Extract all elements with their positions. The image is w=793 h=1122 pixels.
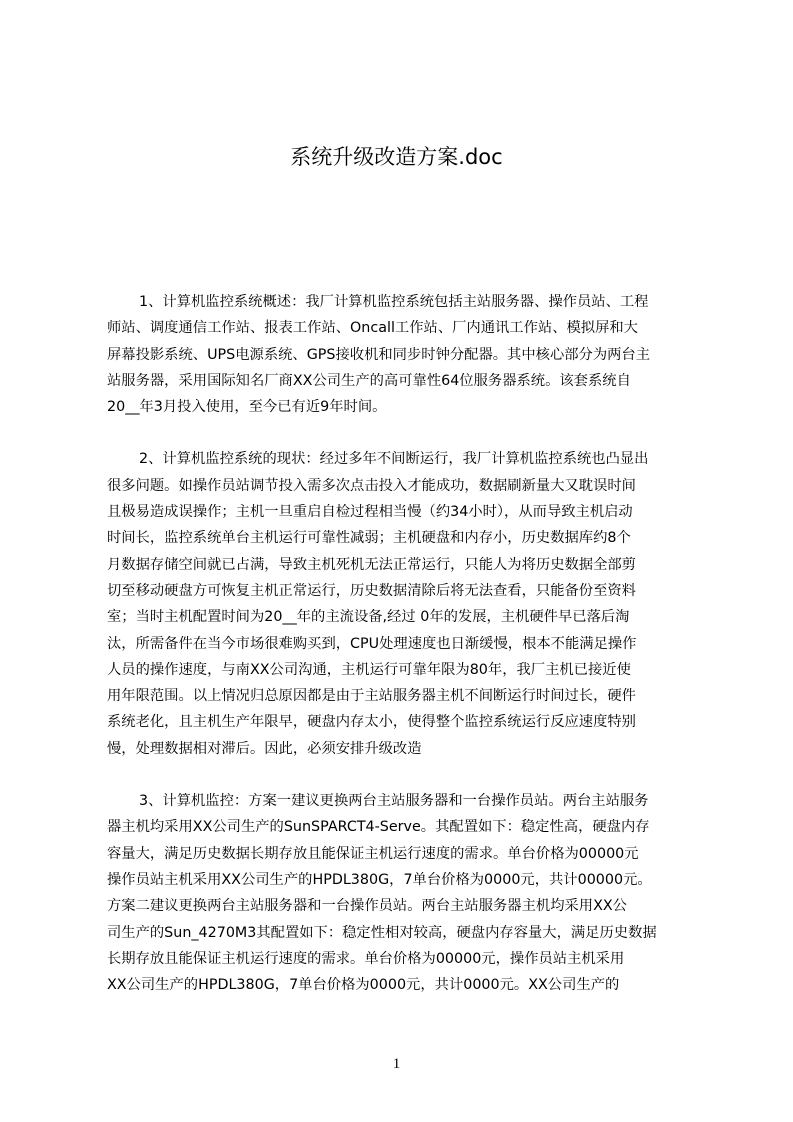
text-line: 汰，所需备件在当今市场很难购买到，CPU处理速度也日渐缓慢，根本不能满足操作 (107, 635, 637, 652)
paragraph-2-status (107, 446, 699, 762)
text-line: 站服务器，采用国际知名厂商XX公司生产的高可靠性64位服务器系统。该套系统自 (107, 372, 631, 389)
text-line: 器主机均采用XX公司生产的SunSPARCT4-Serve。其配置如下：稳定性高，硬盘内存 (107, 819, 650, 836)
text-line: 3、计算机监控：方案一建议更换两台主站服务器和一台操作员站。两台主站服务 (139, 793, 649, 810)
paragraph-3-plan (107, 788, 699, 998)
text-line: 长期存放且能保证主机运行速度的需求。单台价格为00000元，操作员站主机采用 (107, 950, 625, 967)
text-line: 室；当时主机配置时间为20__年的主流设备,经过 0年的发展，主机硬件早已落后淘 (107, 609, 630, 626)
text-line: 容量大，满足历史数据长期存放且能保证主机运行速度的需求。单台价格为00000元 (107, 845, 639, 862)
text-line: 用年限范围。以上情况归总原因都是由于主站服务器主机不间断运行时间过长，硬件 (107, 688, 636, 705)
paragraph-1-overview (107, 289, 699, 420)
text-line: 且极易造成误操作；主机一旦重启自检过程相当慢（约34小时），从而导致主机启动 (107, 504, 633, 521)
text-line: 慢，处理数据相对滞后。因此，必须安排升级改造 (107, 740, 422, 757)
text-line: 屏幕投影系统、UPS电源系统、GPS接收机和同步时钟分配器。其中核心部分为两台主 (107, 346, 651, 363)
text-line: 2、计算机监控系统的现状：经过多年不间断运行，我厂计算机监控系统也凸显出 (139, 451, 649, 468)
text-line: 人员的操作速度，与南XX公司沟通，主机运行可靠年限为80年，我厂主机已接近使 (107, 661, 631, 678)
text-line: 时间长，监控系统单台主机运行可靠性减弱；主机硬盘和内存小，历史数据库约8个 (107, 530, 631, 547)
text-line: 司生产的Sun_4270M3其配置如下：稳定性相对较高，硬盘内存容量大，满足历史数据 (107, 924, 657, 941)
document-title: 系统升级改造方案.doc (290, 145, 503, 169)
text-line: 系统老化，且主机生产年限早，硬盘内存太小，使得整个监控系统运行反应速度特别 (107, 714, 636, 731)
text-line: 师站、调度通信工作站、报表工作站、Oncall工作站、厂内通讯工作站、模拟屏和大 (107, 320, 638, 337)
text-line: 很多问题。如操作员站调节投入需多次点击投入才能成功，数据刷新量大又耽误时间 (107, 477, 636, 494)
text-line: XX公司生产的HPDL380G，7单台价格为0000元，共计0000元。XX公司生产的 (107, 977, 620, 994)
text-line: 月数据存储空间就已占满，导致主机死机无法正常运行，只能人为将历史数据全部剪 (107, 556, 636, 573)
text-line: 方案二建议更换两台主站服务器和一台操作员站。两台主站服务器主机均采用XX公 (107, 898, 627, 915)
document-body (107, 289, 699, 1024)
text-line: 操作员站主机采用XX公司生产的HPDL380G，7单台价格为0000元，共计00000元。 (107, 871, 652, 888)
text-line: 切至移动硬盘方可恢复主机正常运行，历史数据清除后将无法查看，只能备份至资料 (107, 582, 636, 599)
text-line: 1、计算机监控系统概述：我厂计算机监控系统包括主站服务器、操作员站、工程 (139, 294, 649, 310)
page-number: 1 (392, 1056, 401, 1072)
text-line: 20__年3月投入使用，至今已有近9年时间。 (107, 399, 387, 416)
